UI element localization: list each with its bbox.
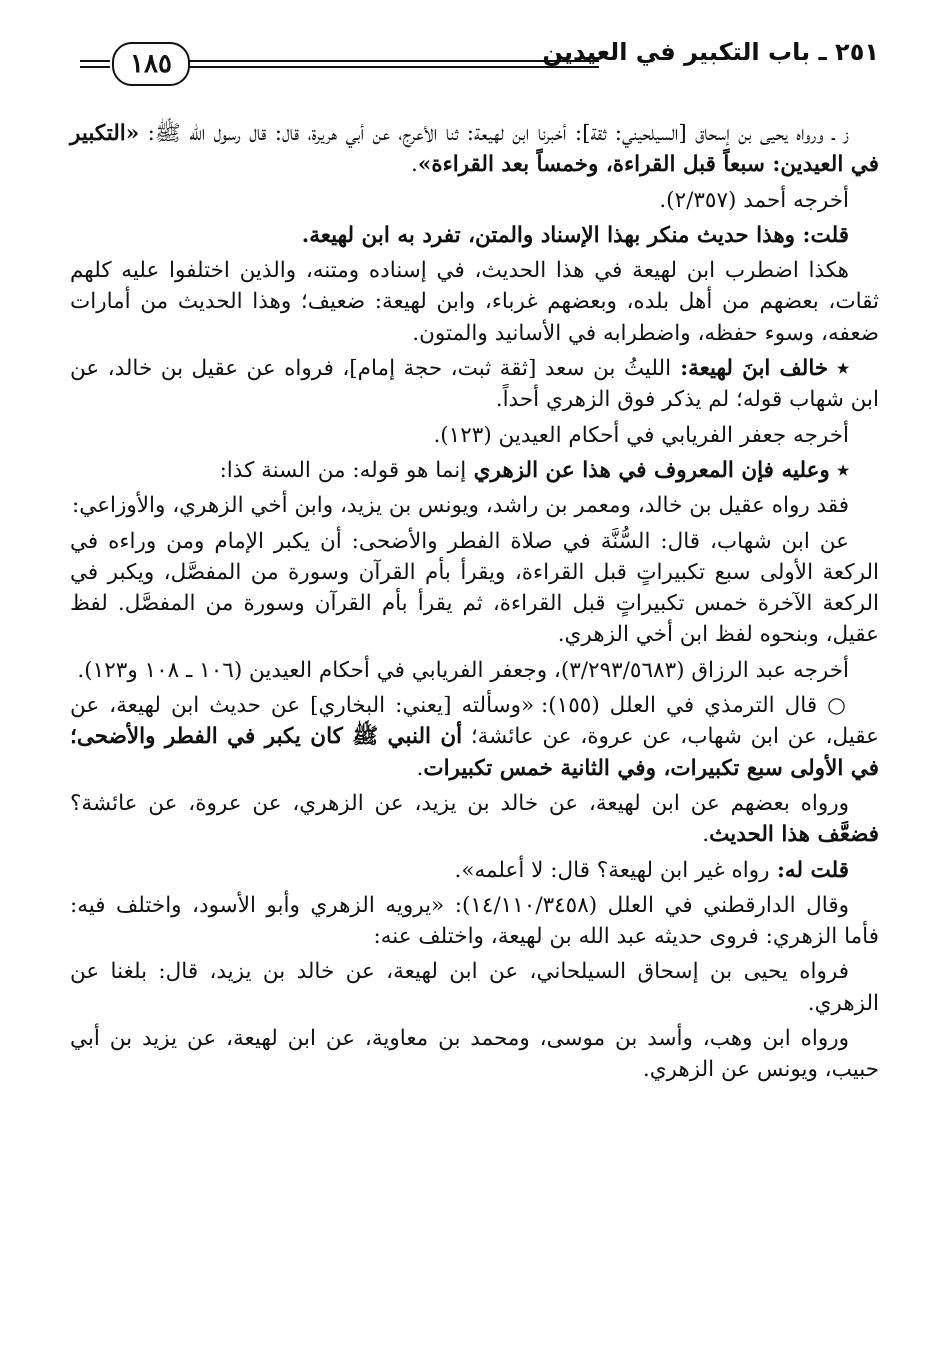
bold-text: «التكبير في العيدين: سبعاً قبل القراءة، وخمساً بعد القراءة» bbox=[70, 121, 879, 178]
paragraph bbox=[70, 420, 879, 451]
text-run: الليثُ بن سعد [ثقة ثبت، حجة إمام]، فرواه عن عقيل بن خالد، عن ابن شهاب قوله؛ لم يذكر فوق الزهري أحداً. bbox=[70, 356, 879, 413]
bold-text: قلت: وهذا حديث منكر بهذا الإسناد والمتن، تفرد به ابن لهيعة. bbox=[301, 222, 849, 248]
paragraph bbox=[70, 956, 879, 1019]
paragraph bbox=[70, 185, 879, 216]
bold-text: ٭ خالف ابنَ لهيعة: bbox=[671, 356, 849, 382]
paragraph bbox=[70, 788, 879, 851]
bold-text: ٭ وعليه فإن المعروف في هذا عن الزهري bbox=[466, 457, 849, 483]
running-title: ٢٥١ ـ باب التكبير في العيدين bbox=[542, 38, 879, 66]
text-run: . bbox=[702, 822, 710, 848]
text-run: عن ابن شهاب، قال: السُّنَّة في صلاة الفطر والأضحى: أن يكبر الإمام ومن وراءه في الركعة الأولى سبع تكبيراتٍ قبل القراءة، ويقرأ بأم القرآن وسورة من المفصَّل، ويكبر في الركعة الآخرة خمس تكبيراتٍ قبل القراءة، ثم يقرأ بأم القرآن وسورة من المفصَّل. لفظ عقيل، وبنحوه لفظ ابن أخي الزهري. bbox=[70, 528, 879, 648]
paragraph bbox=[70, 118, 879, 181]
text-run: أخرجه عبد الرزاق (٣/٢٩٣/٥٦٨٣)، وجعفر الفريابي في أحكام العيدين (١٠٦ ـ ١٠٨ و١٢٣). bbox=[77, 657, 849, 683]
paragraph bbox=[70, 490, 879, 521]
text-run: ○ قال الترمذي في العلل (١٥٥): «وسألته [يعني: البخاري] عن حديث ابن لهيعة، عن عقيل، عن ابن شهاب، عن عروة، عن عائشة؛ bbox=[70, 693, 879, 750]
paragraph bbox=[70, 526, 879, 651]
text-run: فقد رواه عقيل بن خالد، ومعمر بن راشد، ويونس بن يزيد، وابن أخي الزهري، والأوزاعي: bbox=[72, 493, 849, 519]
text-run: ورواه ابن وهب، وأسد بن موسى، ومحمد بن معاوية، عن ابن لهيعة، عن يزيد بن أبي حبيب، ويونس عن الزهري. bbox=[70, 1026, 879, 1083]
paragraph bbox=[70, 1023, 879, 1086]
text-run: ز ـ ورواه يحيى بن إسحاق [السيلحيني: ثقة]: أخبرنا ابن لهيعة: ثنا الأعرج، عن أبي هريرة، قال: قال رسول الله ﷺ: bbox=[139, 121, 849, 146]
paragraph bbox=[70, 655, 879, 686]
paragraph bbox=[70, 455, 879, 486]
page-number: ١٨٥ bbox=[112, 42, 190, 86]
text-run: . bbox=[411, 152, 418, 178]
paragraph bbox=[70, 255, 879, 349]
bold-text: أن النبي ﷺ كان يكبر في الفطر والأضحى؛ في الأولى سبع تكبيرات، وفي الثانية خمس تكبيرات bbox=[70, 724, 879, 781]
text-run: وقال الدارقطني في العلل (١٤/١١٠/٣٤٥٨): «يرويه الزهري وأبو الأسود، واختلف فيه: فأما الزهري: فروى حديثه عبد الله بن لهيعة، واختلف عنه: bbox=[70, 892, 879, 950]
header-rule bbox=[160, 60, 599, 62]
paragraph bbox=[70, 353, 879, 416]
paragraph bbox=[70, 220, 879, 251]
text-run: أخرجه أحمد (٢/٣٥٧). bbox=[659, 187, 849, 213]
paragraph bbox=[70, 855, 879, 886]
header-rule bbox=[160, 66, 599, 68]
text-run: . bbox=[416, 755, 424, 781]
paragraph bbox=[70, 890, 879, 953]
paragraph bbox=[70, 690, 879, 784]
page-header bbox=[80, 36, 879, 86]
text-run: فرواه يحيى بن إسحاق السيلحاني، عن ابن لهيعة، عن خالد بن يزيد، قال: بلغنا عن الزهري. bbox=[70, 959, 879, 1016]
text-run: إنما هو قوله: من السنة كذا: bbox=[219, 457, 467, 483]
header-rule bbox=[80, 60, 110, 62]
text-run: رواه غير ابن لهيعة؟ قال: لا أعلمه». bbox=[454, 857, 770, 883]
text-run: ورواه بعضهم عن ابن لهيعة، عن خالد بن يزيد، عن الزهري، عن عروة، عن عائشة؟ bbox=[70, 790, 849, 816]
bold-text: فضعَّف هذا الحديث bbox=[709, 822, 879, 848]
text-run: هكذا اضطرب ابن لهيعة في هذا الحديث، في إسناده ومتنه، والذين اختلفوا عليه كلهم ثقات، بعضهم من أهل بلده، وبعضهم غرباء، وابن لهيعة: ضعيف؛ وهذا الحديث من أمارات ضعفه، وسوء حفظه، واضطرابه في الأسانيد والمتون. bbox=[70, 258, 879, 346]
text-run: أخرجه جعفر الفريابي في أحكام العيدين (١٢٣). bbox=[433, 422, 849, 448]
header-rule bbox=[80, 66, 110, 68]
page-body bbox=[70, 118, 879, 1090]
bold-text: قلت له: bbox=[769, 857, 849, 883]
